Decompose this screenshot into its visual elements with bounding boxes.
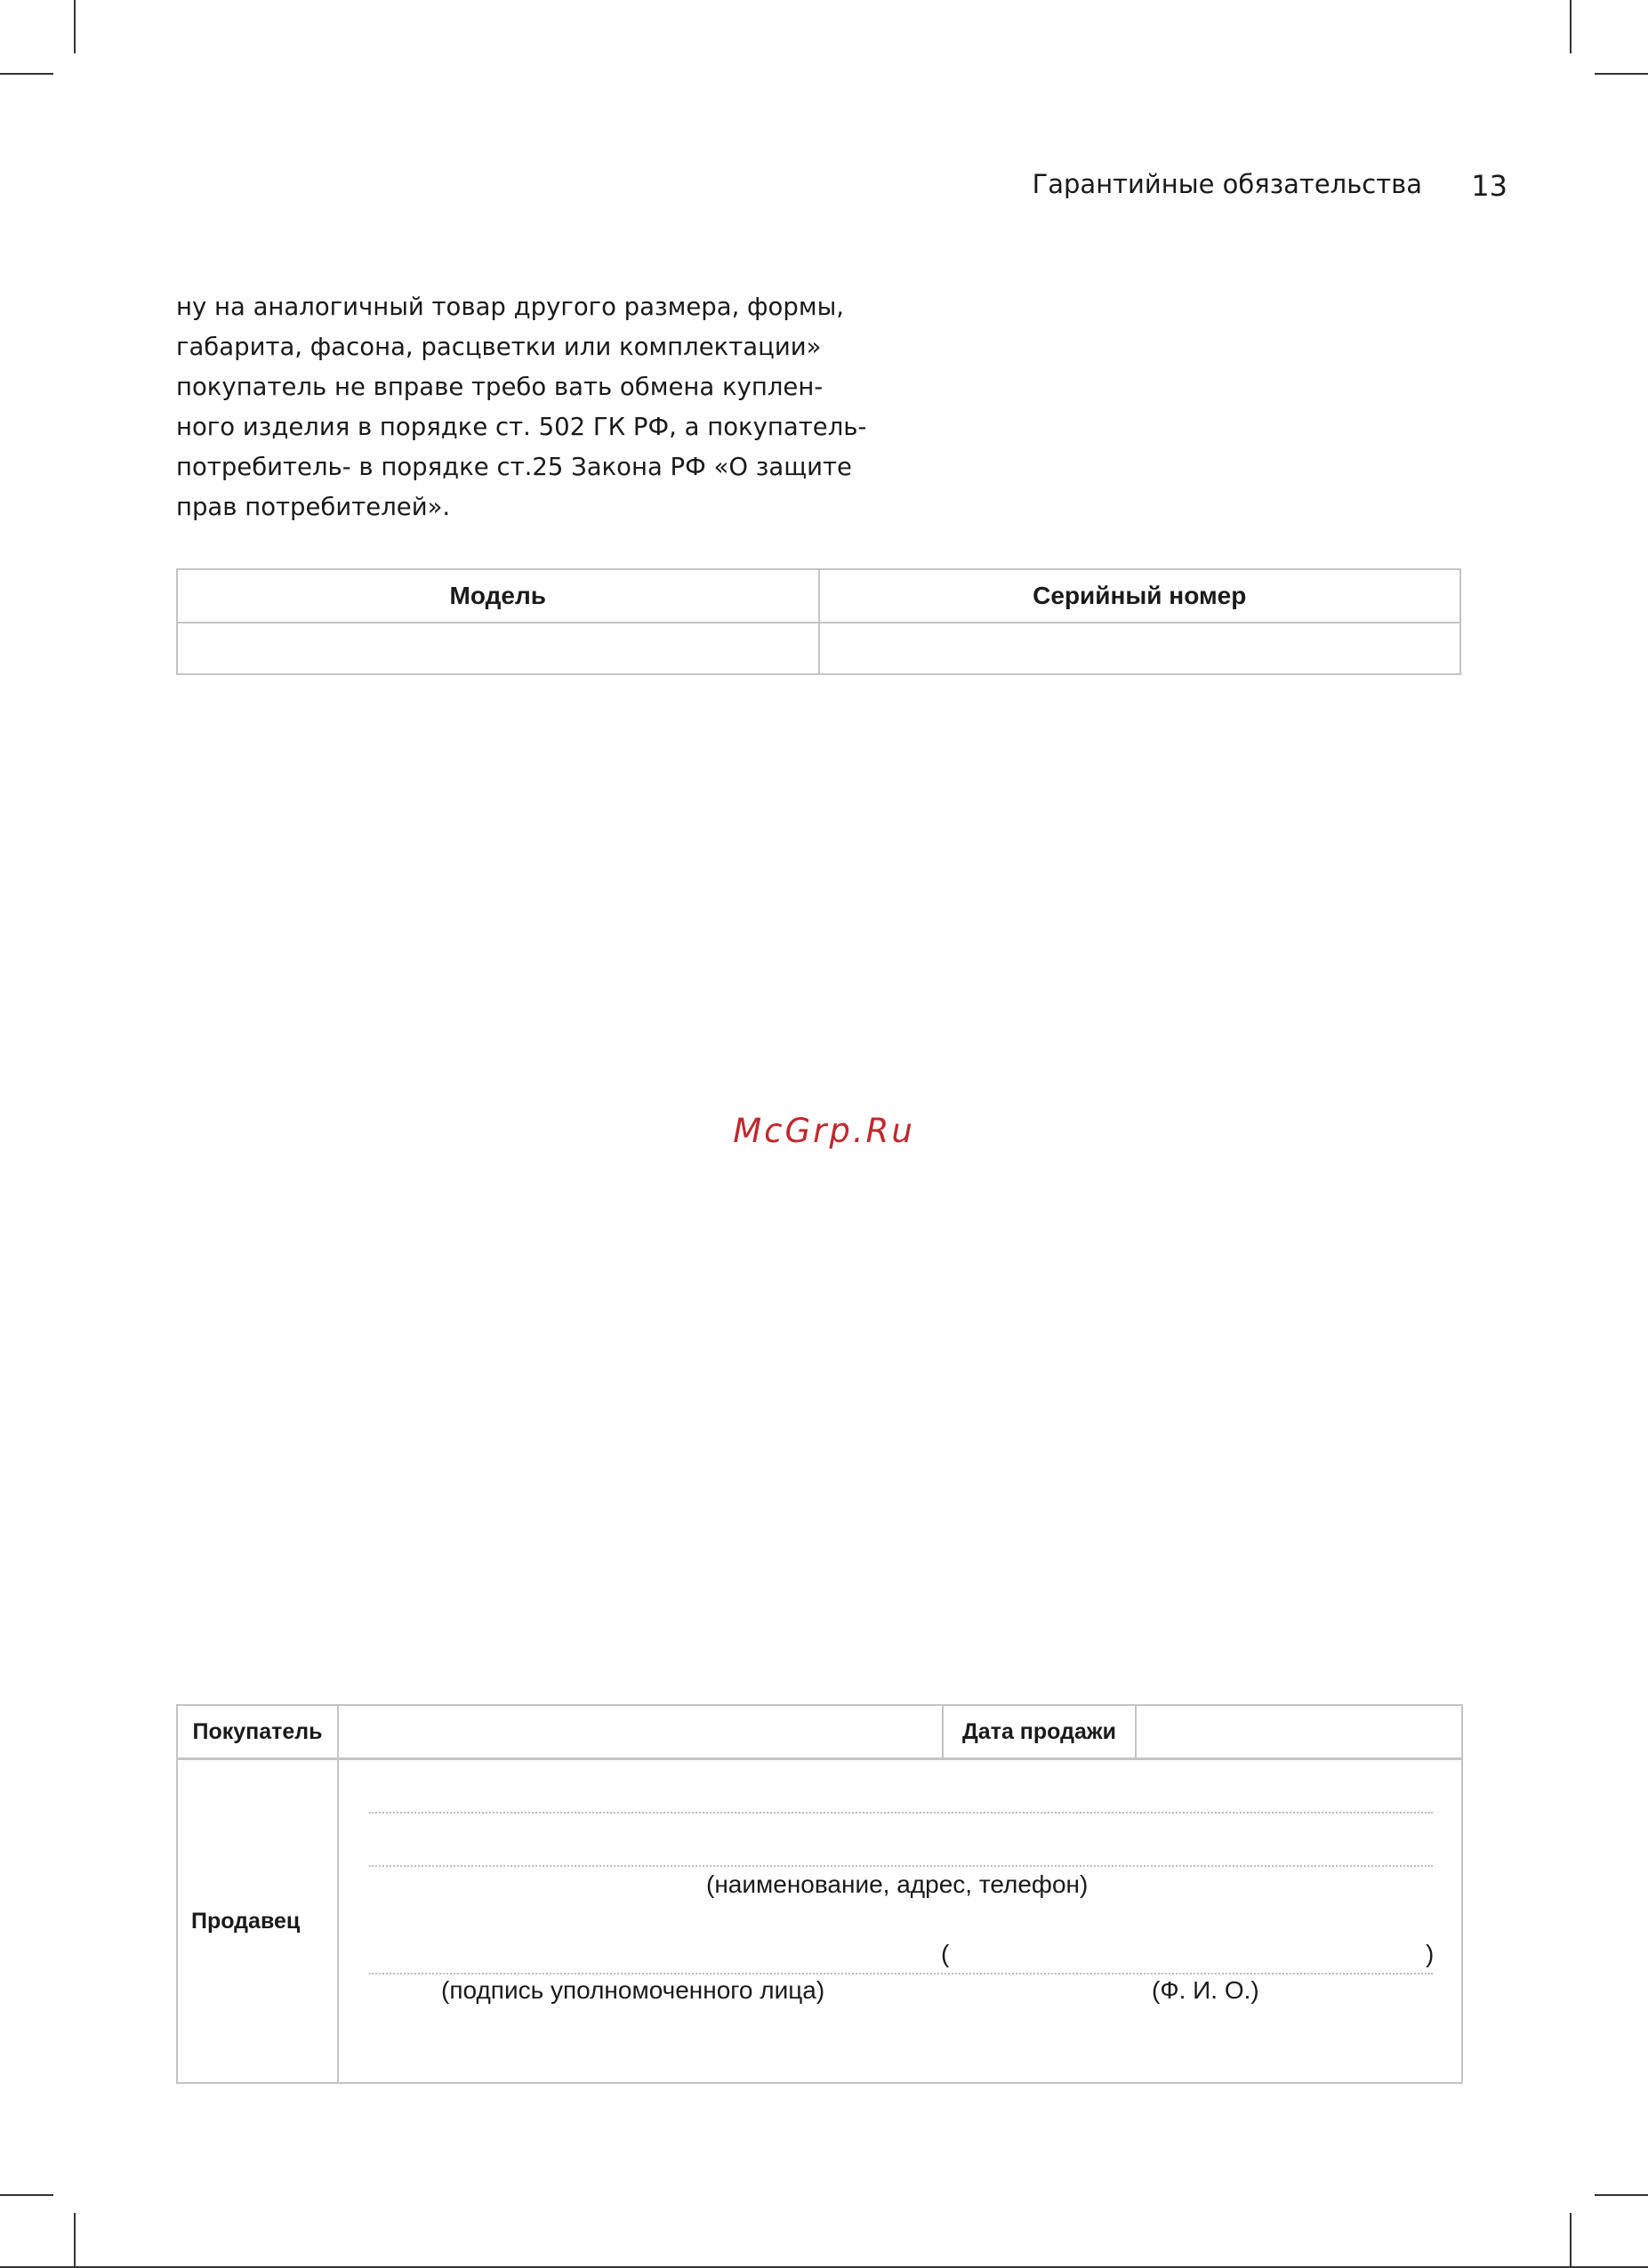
body-line: габарита, фасона, расцветки или комплектации» xyxy=(176,333,822,361)
open-paren: ( xyxy=(941,1940,950,1967)
crop-mark xyxy=(0,73,53,75)
signature-caption: (подпись уполномоченного лица) xyxy=(441,1976,825,2004)
crop-mark xyxy=(1570,2213,1572,2268)
seller-label: Продавец xyxy=(177,1759,338,2084)
sale-table xyxy=(176,1704,1463,2084)
serial-number-header: Серийный номер xyxy=(819,569,1461,623)
watermark: McGrp.Ru xyxy=(733,1112,915,1150)
model-cell[interactable] xyxy=(177,623,819,674)
crop-mark xyxy=(0,2194,53,2196)
body-line: прав потребителей». xyxy=(176,493,451,521)
seller-line-2 xyxy=(369,1865,1433,1867)
page-header-title: Гарантийные обязательства xyxy=(1032,169,1422,199)
body-line: потребитель- в порядке ст.25 Закона РФ «О защите xyxy=(176,453,852,481)
crop-mark xyxy=(1570,0,1572,53)
product-table xyxy=(176,568,1461,675)
serial-number-cell[interactable] xyxy=(819,623,1461,674)
body-line: ного изделия в порядке ст. 502 ГК РФ, а покупатель- xyxy=(176,413,867,441)
buyer-label: Покупатель xyxy=(177,1705,338,1759)
seller-line-1 xyxy=(369,1812,1433,1814)
body-line: ну на аналогичный товар другого размера, формы, xyxy=(176,293,845,321)
seller-field[interactable] xyxy=(338,1759,1462,2084)
body-paragraph xyxy=(176,287,867,527)
page-number: 13 xyxy=(1471,169,1507,203)
crop-mark xyxy=(1595,2194,1648,2196)
sale-date-label: Дата продажи xyxy=(943,1705,1136,1759)
crop-mark xyxy=(74,0,76,53)
signature-line xyxy=(369,1973,1433,1974)
model-header: Модель xyxy=(177,569,819,623)
seller-caption: (наименование, адрес, телефон) xyxy=(706,1870,1089,1898)
crop-mark xyxy=(74,2213,76,2268)
sale-date-field[interactable] xyxy=(1136,1705,1462,1759)
buyer-field[interactable] xyxy=(338,1705,943,1759)
crop-mark xyxy=(1595,73,1648,75)
name-caption: (Ф. И. О.) xyxy=(1152,1976,1259,2004)
body-line: покупатель не вправе требо вать обмена куплен- xyxy=(176,373,824,401)
close-paren: ) xyxy=(1426,1940,1435,1967)
